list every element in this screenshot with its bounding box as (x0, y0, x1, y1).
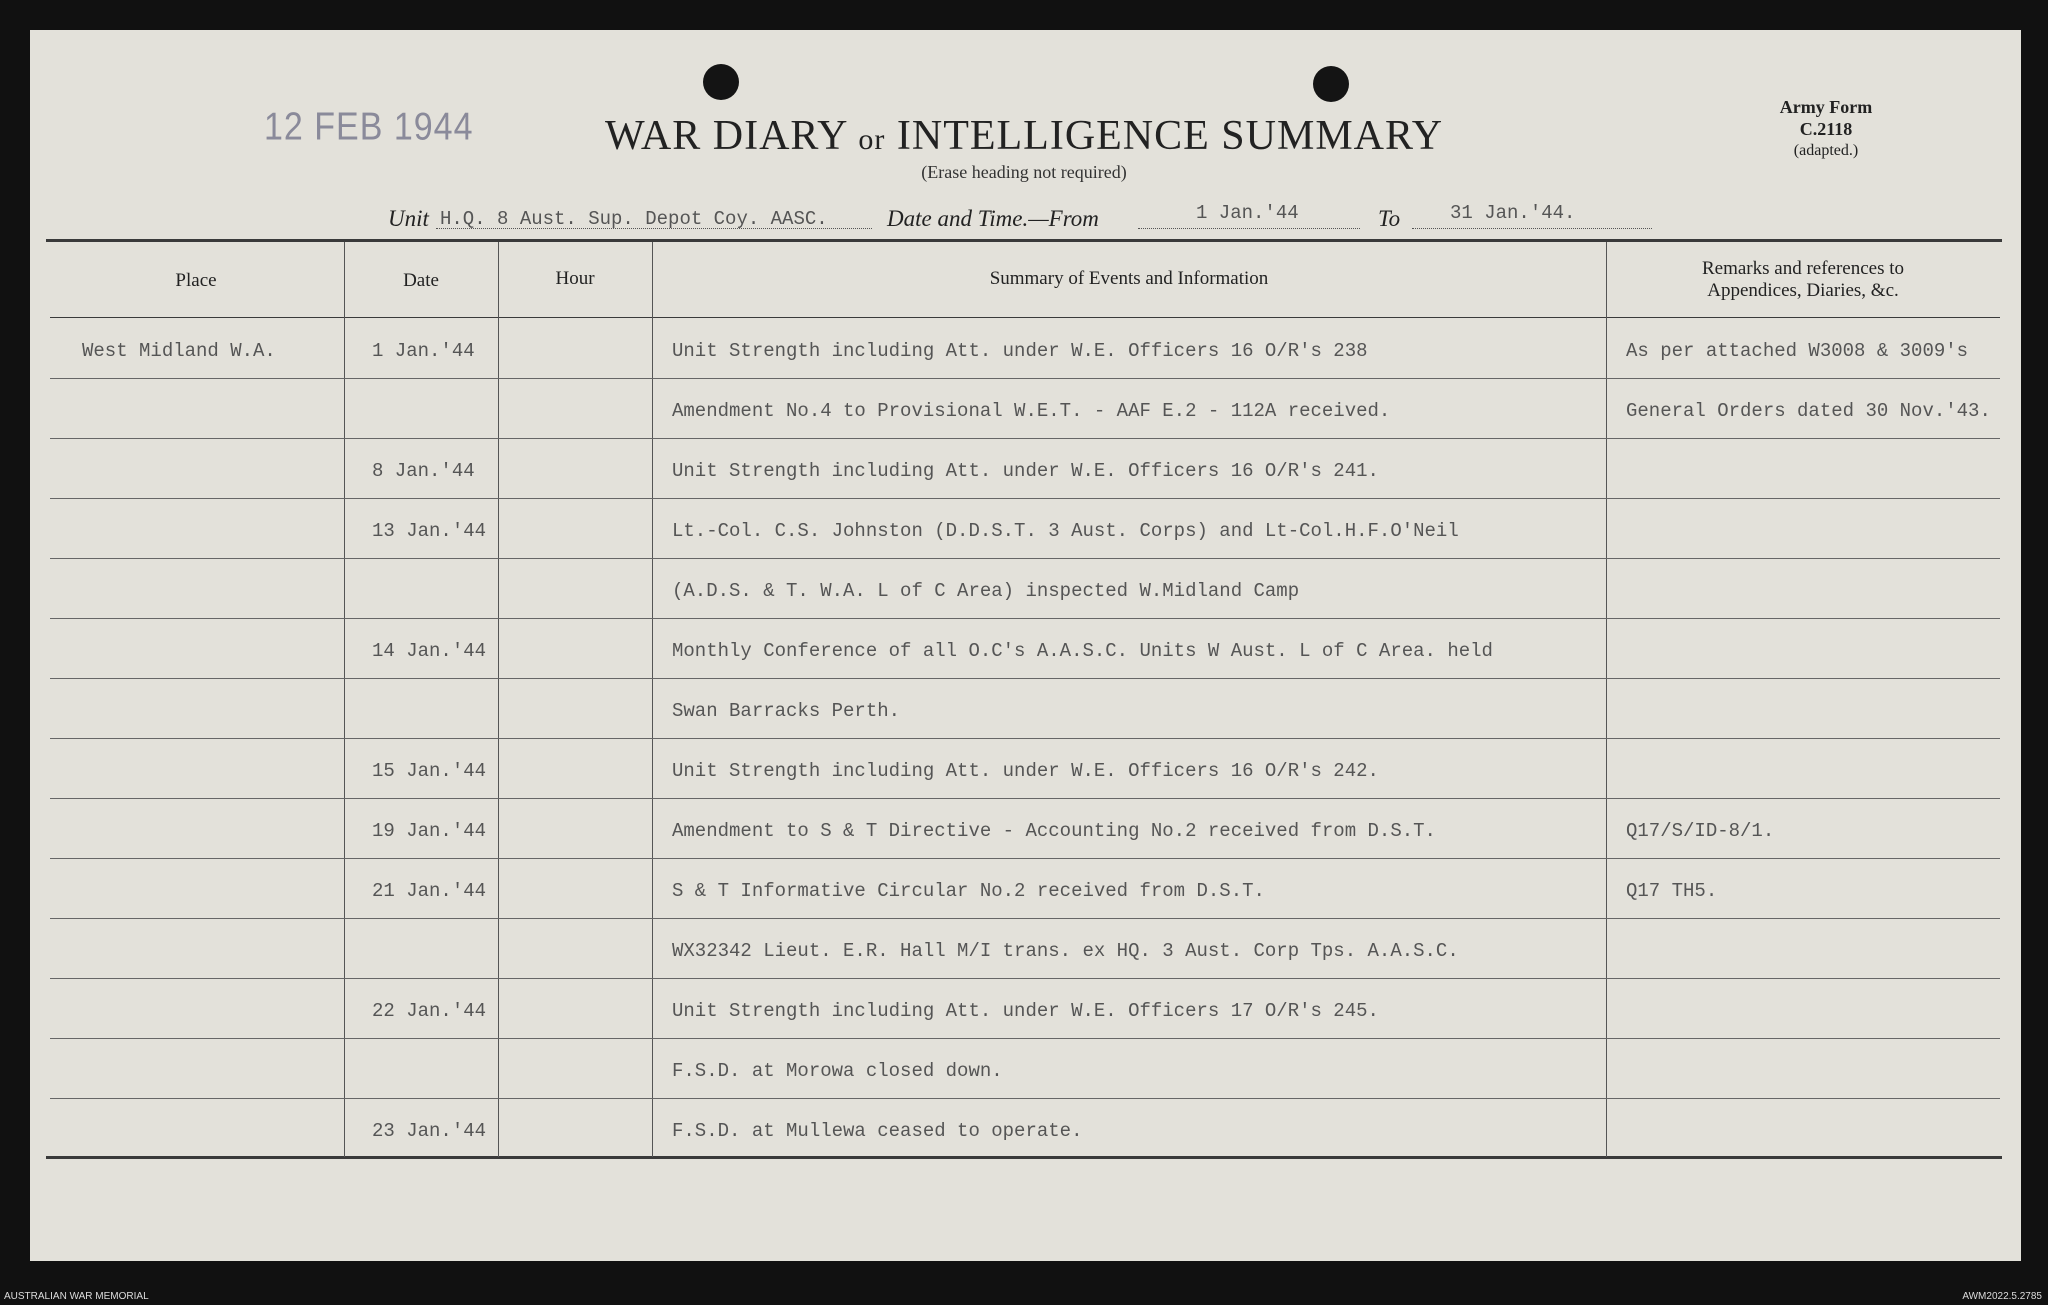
row-rule (50, 1038, 2000, 1039)
footer-source: AUSTRALIAN WAR MEMORIAL (4, 1291, 149, 1302)
cell-summary: (A.D.S. & T. W.A. L of C Area) inspected W.Midland Camp (672, 580, 1300, 602)
cell-summary: F.S.D. at Morowa closed down. (672, 1060, 1003, 1082)
row-rule (50, 738, 2000, 739)
column-divider (498, 242, 499, 1157)
cell-summary: Unit Strength including Att. under W.E. Officers 16 O/R's 238 (672, 340, 1368, 362)
cell-summary: WX32342 Lieut. E.R. Hall M/I trans. ex HQ. 3 Aust. Corp Tps. A.A.S.C. (672, 940, 1459, 962)
footer-reference: AWM2022.5.2785 (1962, 1291, 2042, 1302)
from-dotline (1138, 228, 1360, 229)
cell-date: 13 Jan.'44 (372, 520, 487, 542)
row-rule (50, 858, 2000, 859)
row-rule (50, 798, 2000, 799)
cell-remarks: General Orders dated 30 Nov.'43. (1626, 400, 1991, 422)
column-divider (652, 242, 653, 1157)
date-time-label: Date and Time.—From (887, 206, 1099, 231)
row-rule (50, 1098, 2000, 1099)
cell-remarks: As per attached W3008 & 3009's (1626, 340, 1969, 362)
to-value: 31 Jan.'44. (1450, 202, 1576, 224)
punch-hole (1313, 66, 1349, 102)
cell-date: 22 Jan.'44 (372, 1000, 487, 1022)
row-rule (50, 498, 2000, 499)
table-top-rule (46, 239, 2002, 242)
form-number-text: Army Form C.2118 (1779, 97, 1873, 139)
cell-summary: F.S.D. at Mullewa ceased to operate. (672, 1120, 1083, 1142)
cell-date: 15 Jan.'44 (372, 760, 487, 782)
cell-summary: Unit Strength including Att. under W.E. Officers 17 O/R's 245. (672, 1000, 1379, 1022)
header-place: Place (175, 270, 217, 291)
cell-date: 23 Jan.'44 (372, 1120, 487, 1142)
row-rule (50, 978, 2000, 979)
header-date: Date (403, 270, 439, 291)
cell-summary: Swan Barracks Perth. (672, 700, 901, 722)
title-part-2: INTELLIGENCE SUMMARY (896, 113, 1444, 159)
unit-label: Unit (388, 206, 429, 231)
header-remarks-line: Appendices, Diaries, &c. (1707, 280, 1899, 301)
subtitle: (Erase heading not required) (921, 162, 1127, 182)
row-rule (50, 558, 2000, 559)
cell-date: 21 Jan.'44 (372, 880, 487, 902)
row-rule (50, 438, 2000, 439)
cell-summary: Amendment to S & T Directive - Accounting No.2 received from D.S.T. (672, 820, 1436, 842)
cell-summary: Monthly Conference of all O.C's A.A.S.C. Units W Aust. L of C Area. held (672, 640, 1493, 662)
cell-place: West Midland W.A. (82, 340, 276, 362)
row-rule (50, 918, 2000, 919)
cell-summary: Amendment No.4 to Provisional W.E.T. - AAF E.2 - 112A received. (672, 400, 1391, 422)
title-or: or (858, 123, 886, 156)
cell-summary: Lt.-Col. C.S. Johnston (D.D.S.T. 3 Aust. Corps) and Lt-Col.H.F.O'Neil (672, 520, 1459, 542)
column-divider (344, 242, 345, 1157)
row-rule (50, 678, 2000, 679)
date-stamp: 12 FEB 1944 (264, 105, 474, 149)
cell-remarks: Q17 TH5. (1626, 880, 1718, 902)
from-value: 1 Jan.'44 (1196, 202, 1299, 224)
row-rule (50, 618, 2000, 619)
header-remarks (1606, 258, 2000, 302)
to-dotline (1412, 228, 1652, 229)
cell-summary: Unit Strength including Att. under W.E. Officers 16 O/R's 242. (672, 760, 1379, 782)
title-part-1: WAR DIARY (604, 113, 847, 159)
punch-hole (703, 64, 739, 100)
to-label: To (1378, 206, 1401, 231)
row-rule (50, 378, 2000, 379)
form-note: (adapted.) (1793, 142, 1859, 159)
header-summary: Summary of Events and Information (989, 268, 1269, 289)
cell-date: 8 Jan.'44 (372, 460, 475, 482)
cell-summary: S & T Informative Circular No.2 received from D.S.T. (672, 880, 1265, 902)
table-bottom-rule (46, 1156, 2002, 1159)
column-divider (1606, 242, 1607, 1157)
header-rule (50, 317, 2000, 318)
cell-date: 1 Jan.'44 (372, 340, 475, 362)
cell-remarks: Q17/S/ID-8/1. (1626, 820, 1775, 842)
page-title (0, 112, 2048, 160)
cell-summary: Unit Strength including Att. under W.E. Officers 16 O/R's 241. (672, 460, 1379, 482)
unit-value: H.Q. 8 Aust. Sup. Depot Coy. AASC. (440, 208, 828, 230)
header-remarks-line: Remarks and references to (1701, 258, 1905, 279)
cell-date: 14 Jan.'44 (372, 640, 487, 662)
header-hour: Hour (555, 268, 595, 289)
form-number (1766, 96, 1886, 162)
cell-date: 19 Jan.'44 (372, 820, 487, 842)
